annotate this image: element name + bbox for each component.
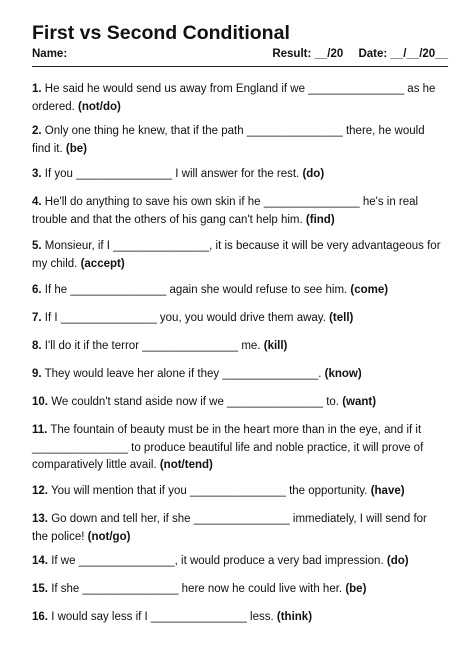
question-text: They would leave her alone if they _______________. (44, 368, 322, 380)
question-hint: (be) (65, 142, 87, 155)
question-hint: (know) (324, 368, 362, 380)
question-hint: (want) (342, 396, 377, 408)
question-number: 1. (32, 83, 42, 95)
question-hint: (accept) (80, 257, 125, 270)
question-text: You will mention that if you _______________ the opportunity. (51, 485, 368, 497)
question-item (32, 394, 444, 412)
question-hint: (tell) (329, 312, 354, 324)
result-date-group (260, 48, 448, 60)
question-hint: (not/go) (87, 530, 131, 543)
result-label: Result: __/20 (272, 48, 344, 60)
question-number: 16. (32, 611, 48, 623)
question-number: 7. (32, 312, 42, 324)
question-hint: (do) (386, 555, 409, 567)
question-item (32, 581, 444, 599)
question-hint: (come) (350, 284, 389, 296)
question-hint: (not/tend) (159, 459, 213, 471)
question-hint: (be) (345, 583, 367, 595)
question-text: Monsieur, if I _______________, it is because it will be very advantageous for my child. (32, 240, 441, 270)
date-label: Date: __/__/20__ (358, 48, 448, 60)
question-item (32, 366, 444, 384)
worksheet-title: First vs Second Conditional (32, 22, 290, 44)
question-item (32, 238, 444, 273)
question-number: 9. (32, 368, 42, 380)
question-number: 2. (32, 125, 42, 137)
question-text: He'll do anything to save his own skin if he _______________ he's in real trouble and that the others of his gang can't help him. (32, 196, 419, 226)
question-hint: (find) (305, 213, 335, 226)
question-hint: (do) (302, 168, 325, 180)
question-text: If I _______________ you, you would drive them away. (44, 312, 326, 324)
question-text: He said he would send us away from England if we _______________ as he ordered. (32, 83, 436, 113)
question-hint: (not/do) (78, 100, 121, 113)
question-number: 4. (32, 196, 42, 208)
question-hint: (think) (276, 611, 313, 623)
question-number: 12. (32, 485, 48, 497)
question-text: The fountain of beauty must be in the heart more than in the eye, and if it _______________ to produce beautiful life and noble practice, it will prove of comparatively little avail. (32, 424, 424, 471)
question-item (32, 282, 444, 300)
question-number: 5. (32, 240, 42, 252)
question-item (32, 338, 444, 356)
question-item (32, 123, 444, 158)
question-number: 11. (32, 424, 48, 436)
question-number: 8. (32, 340, 42, 352)
question-number: 13. (32, 513, 48, 525)
question-item (32, 609, 444, 627)
question-item (32, 81, 444, 116)
question-text: If she _______________ here now he could live with her. (51, 583, 343, 595)
question-text: If you _______________ I will answer for the rest. (44, 168, 300, 180)
question-text: Go down and tell her, if she _______________ immediately, I will send for the police! (32, 513, 427, 543)
question-item (32, 511, 444, 546)
question-number: 3. (32, 168, 42, 180)
worksheet-header (32, 46, 448, 67)
question-number: 15. (32, 583, 48, 595)
question-item (32, 194, 444, 229)
question-text: Only one thing he knew, that if the path _______________ there, he would find it. (32, 125, 425, 155)
question-item (32, 553, 444, 571)
question-text: We couldn't stand aside now if we _______________ to. (51, 396, 339, 408)
question-hint: (have) (370, 485, 405, 497)
question-text: I'll do it if the terror _______________ me. (44, 340, 261, 352)
question-number: 14. (32, 555, 48, 567)
question-number: 6. (32, 284, 42, 296)
question-number: 10. (32, 396, 48, 408)
question-item (32, 483, 444, 501)
question-hint: (kill) (263, 340, 288, 352)
question-item (32, 422, 444, 475)
question-item (32, 166, 444, 184)
question-item (32, 310, 444, 328)
name-label: Name: (32, 48, 68, 60)
question-text: If he _______________ again she would refuse to see him. (44, 284, 348, 296)
question-text: I would say less if I _______________ less. (51, 611, 274, 623)
question-text: If we _______________, it would produce a very bad impression. (51, 555, 384, 567)
